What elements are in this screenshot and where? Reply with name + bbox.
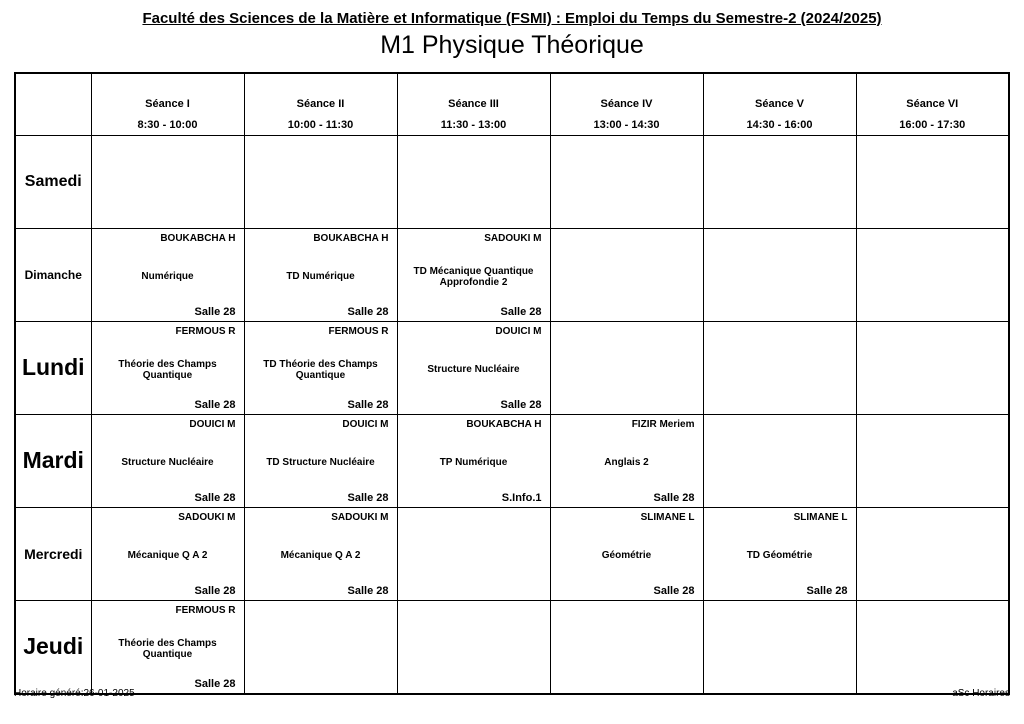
generated-date: Horaire généré:26-01-2025 <box>14 688 135 699</box>
course-subject: Géométrie <box>601 550 652 561</box>
day-label: Samedi <box>15 135 91 228</box>
course-cell <box>397 228 550 321</box>
course-cell <box>703 507 856 600</box>
session-time: 13:00 - 14:30 <box>593 119 660 131</box>
room-label: S.Info.1 <box>501 491 542 504</box>
room-label: Salle 28 <box>347 491 389 504</box>
teacher-name: SLIMANE L <box>640 511 695 523</box>
empty-slot <box>397 600 550 694</box>
day-row <box>15 135 1009 228</box>
teacher-name: FERMOUS R <box>328 325 389 337</box>
day-label: Lundi <box>15 321 91 414</box>
session-time: 11:30 - 13:00 <box>440 119 507 131</box>
course-cell <box>397 414 550 507</box>
room-label: Salle 28 <box>194 677 236 690</box>
course-subject: TD Numérique <box>286 271 355 282</box>
teacher-name: FIZIR Meriem <box>631 418 695 430</box>
room-label: Salle 28 <box>194 305 236 318</box>
empty-slot <box>703 228 856 321</box>
teacher-name: SADOUKI M <box>178 511 236 523</box>
room-label: Salle 28 <box>500 398 542 411</box>
course-cell <box>550 414 703 507</box>
course-cell <box>397 321 550 414</box>
empty-slot <box>91 135 244 228</box>
session-name: Séance III <box>448 98 499 110</box>
course-subject: Mécanique Q A 2 <box>280 550 361 561</box>
teacher-name: BOUKABCHA H <box>160 232 236 244</box>
teacher-name: DOUICI M <box>342 418 389 430</box>
class-title: M1 Physique Théorique <box>380 31 644 59</box>
room-label: Salle 28 <box>194 584 236 597</box>
room-label: Salle 28 <box>653 491 695 504</box>
course-subject: Structure Nucléaire <box>121 457 214 468</box>
empty-slot <box>856 228 1009 321</box>
teacher-name: BOUKABCHA H <box>313 232 389 244</box>
session-name: Séance VI <box>906 98 959 110</box>
teacher-name: FERMOUS R <box>175 325 236 337</box>
course-subject: Mécanique Q A 2 <box>127 550 208 561</box>
course-cell <box>91 228 244 321</box>
session-name: Séance I <box>145 98 190 110</box>
empty-slot <box>550 135 703 228</box>
day-row <box>15 600 1009 694</box>
empty-slot <box>703 600 856 694</box>
day-label: Mercredi <box>15 507 91 600</box>
empty-slot <box>244 135 397 228</box>
day-row <box>15 228 1009 321</box>
course-subject: TD Mécanique Quantique Approfondie 2 <box>413 265 534 288</box>
session-header <box>91 73 244 135</box>
teacher-name: SADOUKI M <box>484 232 542 244</box>
session-header <box>703 73 856 135</box>
course-cell <box>244 321 397 414</box>
day-row <box>15 414 1009 507</box>
room-label: Salle 28 <box>194 491 236 504</box>
session-time: 14:30 - 16:00 <box>746 119 813 131</box>
empty-slot <box>856 321 1009 414</box>
course-subject: Structure Nucléaire <box>427 364 520 375</box>
session-header <box>550 73 703 135</box>
room-label: Salle 28 <box>806 584 848 597</box>
room-label: Salle 28 <box>500 305 542 318</box>
day-row <box>15 507 1009 600</box>
teacher-name: BOUKABCHA H <box>466 418 542 430</box>
empty-slot <box>244 600 397 694</box>
course-cell <box>244 414 397 507</box>
course-subject: Théorie des Champs Quantique <box>118 358 217 381</box>
empty-slot <box>550 228 703 321</box>
teacher-name: SADOUKI M <box>331 511 389 523</box>
day-row <box>15 321 1009 414</box>
course-cell <box>550 507 703 600</box>
course-cell <box>244 228 397 321</box>
course-cell <box>91 414 244 507</box>
course-cell <box>91 600 244 694</box>
day-label: Mardi <box>15 414 91 507</box>
empty-slot <box>703 414 856 507</box>
session-time: 8:30 - 10:00 <box>137 119 198 131</box>
empty-slot <box>703 321 856 414</box>
session-header <box>244 73 397 135</box>
session-header-row <box>15 73 1009 135</box>
timetable <box>14 72 1010 695</box>
empty-slot <box>856 135 1009 228</box>
course-subject: TD Géométrie <box>746 550 813 561</box>
room-label: Salle 28 <box>194 398 236 411</box>
empty-slot <box>856 600 1009 694</box>
room-label: Salle 28 <box>653 584 695 597</box>
course-subject: Anglais 2 <box>604 457 649 468</box>
teacher-name: SLIMANE L <box>793 511 848 523</box>
empty-slot <box>703 135 856 228</box>
room-label: Salle 28 <box>347 305 389 318</box>
empty-slot <box>397 507 550 600</box>
empty-slot <box>397 135 550 228</box>
session-time: 16:00 - 17:30 <box>899 119 966 131</box>
course-cell <box>244 507 397 600</box>
document-title: Faculté des Sciences de la Matière et Informatique (FSMI) : Emploi du Temps du Semestre-2 (2024/2025) <box>142 10 882 27</box>
session-name: Séance V <box>755 98 804 110</box>
course-cell <box>91 507 244 600</box>
room-label: Salle 28 <box>347 398 389 411</box>
teacher-name: DOUICI M <box>495 325 542 337</box>
session-time: 10:00 - 11:30 <box>287 119 354 131</box>
room-label: Salle 28 <box>347 584 389 597</box>
software-credit: aSc Horaires <box>952 688 1010 699</box>
corner-cell <box>15 73 91 135</box>
day-label: Dimanche <box>15 228 91 321</box>
empty-slot <box>856 507 1009 600</box>
day-label: Jeudi <box>15 600 91 694</box>
session-name: Séance II <box>296 98 345 110</box>
session-header <box>856 73 1009 135</box>
empty-slot <box>550 600 703 694</box>
session-header <box>397 73 550 135</box>
empty-slot <box>856 414 1009 507</box>
session-name: Séance IV <box>600 98 653 110</box>
empty-slot <box>550 321 703 414</box>
teacher-name: DOUICI M <box>189 418 236 430</box>
course-cell <box>91 321 244 414</box>
course-subject: TD Structure Nucléaire <box>266 457 375 468</box>
course-subject: TP Numérique <box>439 457 508 468</box>
course-subject: Théorie des Champs Quantique <box>118 637 217 660</box>
teacher-name: FERMOUS R <box>175 604 236 616</box>
course-subject: Numérique <box>141 271 194 282</box>
course-subject: TD Théorie des Champs Quantique <box>263 358 378 381</box>
